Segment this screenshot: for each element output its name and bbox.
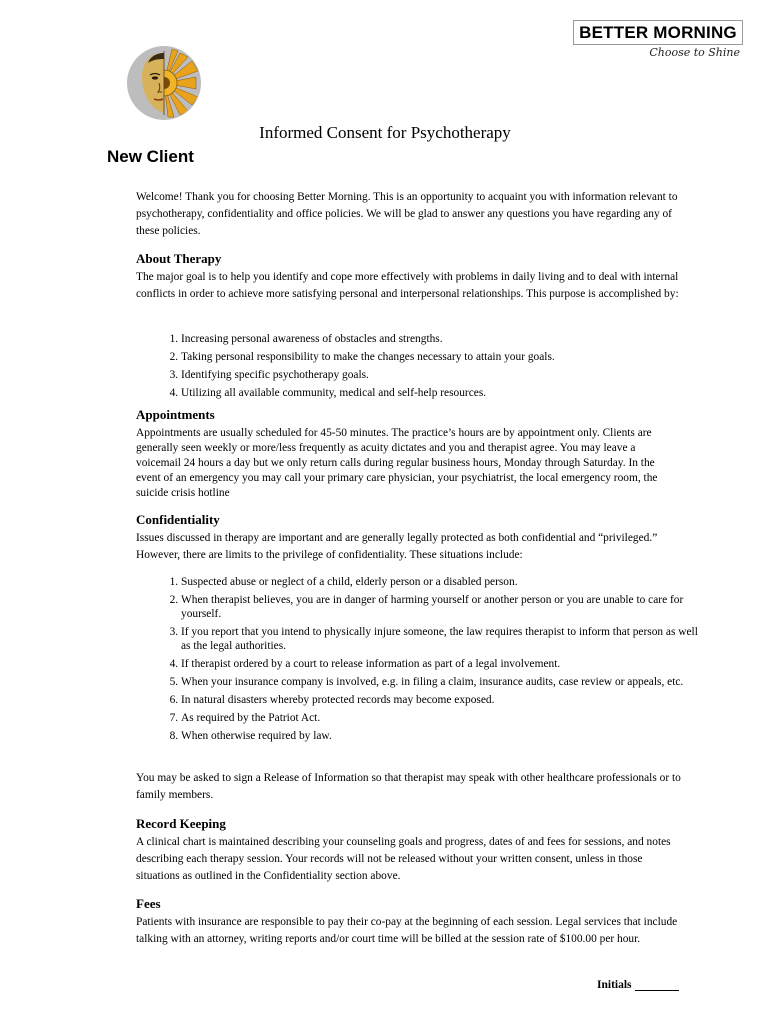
fees-heading: Fees	[136, 896, 161, 911]
confidentiality-paragraph: Issues discussed in therapy are important and are generally legally protected as both confidential and “privileged.” However, there are limits to the privilege of confidentiality. These situations include:	[136, 532, 658, 562]
document-title: Informed Consent for Psychotherapy	[259, 123, 511, 142]
list-item: 8. When otherwise required by law.	[181, 729, 701, 743]
list-item: 5. When your insurance company is involved, e.g. in filing a claim, insurance audits, case review or appeals, etc.	[181, 675, 701, 689]
about-paragraph: The major goal is to help you identify and cope more effectively with problems in daily living and to deal with internal conflicts in order to achieve more satisfying personal and interpersonal relationships. This purpose is accomplished by:	[136, 271, 679, 301]
record-keeping-heading: Record Keeping	[136, 816, 226, 831]
appointments-paragraph: Appointments are usually scheduled for 45-50 minutes. The practice’s hours are by appointment only. Clients are generally seen weekly or more/less frequently as acuity dictates and you and therapist agree. You may leave a voicemail 24 hours a day but we only return calls during regular business hours, Monday through Saturday. In the event of an emergency you may call your primary care physician, your psychiatrist, the local emergency room, the suicide crisis hotline	[136, 427, 658, 499]
brand-name: BETTER MORNING	[573, 20, 743, 45]
confidentiality-list	[136, 575, 701, 747]
list-item: 4. If therapist ordered by a court to release information as part of a legal involvement.	[181, 657, 701, 671]
brand-tagline: Choose to Shine	[649, 46, 740, 59]
list-item: 3. Identifying specific psychotherapy goals.	[181, 366, 701, 384]
about-heading: About Therapy	[136, 251, 222, 266]
intro-paragraph: Welcome! Thank you for choosing Better Morning. This is an opportunity to acquaint you with information relevant to psychotherapy, confidentiality and office policies. We will be glad to answer any questions you have regarding any of these policies.	[136, 191, 678, 238]
appointments-heading: Appointments	[136, 407, 215, 422]
list-item: 6. In natural disasters whereby protected records may become exposed.	[181, 693, 701, 707]
list-item: 4. Utilizing all available community, medical and self-help resources.	[181, 384, 701, 402]
list-item: 1. Suspected abuse or neglect of a child, elderly person or a disabled person.	[181, 575, 701, 589]
logo-sun-face-icon	[126, 45, 202, 121]
initials-line[interactable]	[635, 978, 679, 991]
list-item: 2. Taking personal responsibility to make the changes necessary to attain your goals.	[181, 348, 701, 366]
list-item: 3. If you report that you intend to physically injure someone, the law requires therapist to inform that person as well as the legal authorities.	[181, 625, 701, 653]
document-subtitle: New Client	[107, 147, 194, 166]
initials-field[interactable]	[597, 978, 679, 991]
record-keeping-paragraph: A clinical chart is maintained describing your counseling goals and progress, dates of and fees for sessions, and notes describing each therapy session. Your records will not be released without your written consent, unless in those situations as outlined in the Confidentiality section above.	[136, 836, 671, 883]
list-item: 1. Increasing personal awareness of obstacles and strengths.	[181, 330, 701, 348]
list-item: 2. When therapist believes, you are in danger of harming yourself or another person or you are unable to care for yourself.	[181, 593, 701, 621]
fees-paragraph: Patients with insurance are responsible to pay their co-pay at the beginning of each session. Legal services that include talking with an attorney, writing reports and/or court time will be billed at the session rate of $100.00 per hour.	[136, 916, 678, 946]
list-item: 7. As required by the Patriot Act.	[181, 711, 701, 725]
about-list	[136, 330, 701, 402]
confidentiality-footer: You may be asked to sign a Release of Information so that therapist may speak with other healthcare professionals or to family members.	[136, 772, 681, 802]
initials-label: Initials	[597, 979, 632, 991]
confidentiality-heading: Confidentiality	[136, 512, 220, 527]
